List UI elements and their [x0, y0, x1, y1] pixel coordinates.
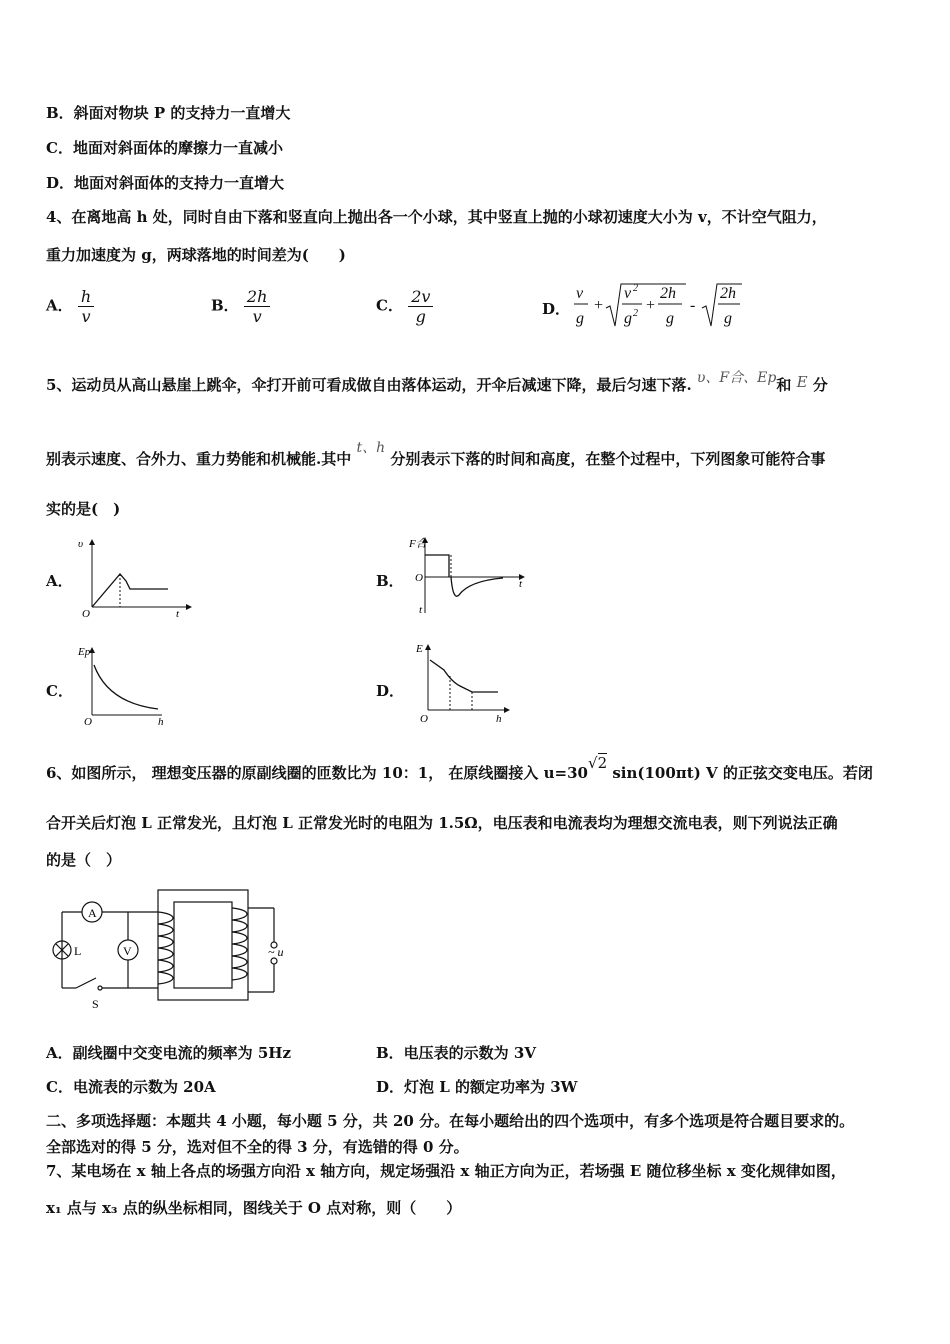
q5-symbols-2: t、h — [356, 440, 386, 456]
q5-graph-a — [76, 537, 196, 619]
svg-text:+: + — [594, 297, 604, 314]
q5-stem-line2a: 别表示速度、合外力、重力势能和机械能.其中 — [46, 450, 352, 468]
q4-a-numerator: h — [78, 287, 94, 307]
q4-option-b-formula — [244, 287, 270, 326]
svg-text:g: g — [724, 310, 732, 327]
ammeter-label: A — [88, 906, 97, 920]
svg-text:+: + — [646, 297, 656, 314]
graph-d-origin: O — [420, 713, 428, 725]
svg-text:g: g — [576, 310, 584, 327]
q5-stem-line2b: 分别表示下落的时间和高度，在整个过程中，下列图象可能符合事 — [390, 450, 826, 468]
q6-circuit-diagram — [46, 888, 306, 1018]
q5-symbol-e: E — [796, 373, 808, 391]
q6-option-c: C．电流表的示数为 20A — [46, 1078, 216, 1096]
graph-c-origin: O — [84, 716, 92, 728]
q4-option-c — [376, 287, 433, 326]
q6-stem-line1a: 6、如图所示， 理想变压器的原副线圈的匝数比为 10：1， 在原线圈接入 u=30 — [46, 764, 588, 782]
q4-option-d-label: D． — [542, 300, 571, 318]
section2-heading-line2: 全部选对的得 5 分，选对但不全的得 3 分，有选错的得 0 分。 — [46, 1138, 469, 1156]
q5-symbols-1: υ、F合、Ep — [696, 370, 777, 386]
q5-graph-d — [408, 640, 518, 728]
q6-stem-line1 — [46, 754, 873, 783]
switch-label: S — [92, 997, 99, 1011]
svg-text:g: g — [624, 310, 632, 327]
graph-b-origin: O — [415, 572, 423, 584]
q6-option-b: B．电压表的示数为 3V — [376, 1044, 536, 1062]
graph-d-y-label: E — [416, 643, 423, 655]
graph-b-y-label: F合 — [409, 538, 427, 550]
q5-stem-line2 — [46, 440, 826, 469]
q5-option-a: A． — [46, 572, 73, 590]
q5-option-b: B． — [376, 572, 404, 590]
q6-sqrt2-value: 2 — [597, 754, 608, 772]
graph-c-x-label: h — [158, 716, 164, 728]
q5-option-d: D． — [376, 682, 405, 700]
q5-stem-line3: 实的是( ) — [46, 500, 121, 518]
q7-stem-line1: 7、某电场在 x 轴上各点的场强方向沿 x 轴方向，规定场强沿 x 轴正方向为正，若场强 E 随位移坐标 x 变化规律如图， — [46, 1162, 846, 1180]
graph-b-t-label: t — [419, 604, 423, 616]
q6-option-a: A．副线圈中交变电流的频率为 5Hz — [46, 1044, 291, 1062]
q5-stem-line1-end: 分 — [812, 376, 828, 394]
q3-option-b: B．斜面对物块 P 的支持力一直增大 — [46, 104, 291, 122]
q4-c-denominator: g — [415, 307, 426, 326]
q4-a-denominator: v — [81, 307, 91, 326]
svg-text:-: - — [690, 297, 696, 314]
q4-option-c-label: C． — [376, 296, 403, 315]
q6-stem-line2: 合开关后灯泡 L 正常发光，且灯泡 L 正常发光时的电阻为 1.5Ω，电压表和电流表均为理想交流电表，则下列说法正确 — [46, 814, 838, 832]
q3-option-c: C．地面对斜面体的摩擦力一直减小 — [46, 139, 283, 157]
q4-c-numerator: 2v — [408, 287, 433, 307]
q5-stem-line1 — [46, 370, 828, 395]
q4-option-b-label: B． — [211, 296, 239, 315]
svg-text:2h: 2h — [660, 285, 676, 302]
svg-text:v: v — [576, 285, 584, 302]
q4-b-denominator: v — [252, 307, 262, 326]
q4-option-a-formula — [78, 287, 94, 326]
q4-option-d-formula — [570, 278, 750, 334]
svg-text:2: 2 — [633, 283, 638, 294]
q4-option-a-label: A． — [46, 296, 73, 315]
graph-d-x-label: h — [496, 713, 502, 725]
q6-stem-line3: 的是（ ） — [46, 851, 122, 869]
q6-option-d: D．灯泡 L 的额定功率为 3W — [376, 1078, 578, 1096]
q5-graph-c — [76, 643, 196, 729]
graph-b-x-label: t — [519, 578, 523, 590]
q4-option-c-formula — [408, 287, 433, 326]
q4-option-a — [46, 287, 94, 326]
q7-stem-line2: x₁ 点与 x₃ 点的纵坐标相同，图线关于 O 点对称，则（ ） — [46, 1199, 462, 1217]
svg-text:v: v — [624, 285, 632, 302]
q6-stem-line1b: sin(100πt) V 的正弦交变电压。若闭 — [612, 764, 873, 782]
q6-sqrt2: √2 — [588, 754, 608, 772]
q5-option-c: C． — [46, 682, 73, 700]
q3-option-d: D．地面对斜面体的支持力一直增大 — [46, 174, 285, 192]
graph-a-x-label: t — [176, 608, 180, 620]
source-label: ~ u — [268, 945, 284, 959]
lamp-label: L — [74, 944, 82, 958]
q4-b-numerator: 2h — [244, 287, 270, 307]
q4-option-b — [211, 287, 270, 326]
q5-and: 和 — [776, 376, 792, 394]
svg-text:g: g — [666, 310, 674, 327]
q4-stem-line2: 重力加速度为 g，两球落地的时间差为( ) — [46, 246, 346, 264]
graph-c-y-label: Ep — [78, 646, 91, 658]
voltmeter-label: V — [123, 944, 132, 958]
graph-a-origin: O — [82, 608, 90, 620]
svg-text:2: 2 — [633, 308, 638, 319]
section2-heading-line1: 二、多项选择题：本题共 4 小题，每小题 5 分，共 20 分。在每小题给出的四个选项中，有多个选项是符合题目要求的。 — [46, 1112, 855, 1130]
q4-stem-line1: 4、在离地高 h 处，同时自由下落和竖直向上抛出各一个小球，其中竖直上抛的小球初速度大小为 v，不计空气阻力， — [46, 208, 827, 226]
q5-graph-b — [403, 535, 533, 617]
q5-stem-line1-text: 5、运动员从高山悬崖上跳伞，伞打开前可看成做自由落体运动，开伞后减速下降，最后匀速下落. — [46, 376, 692, 394]
graph-a-y-label: υ — [78, 538, 84, 550]
svg-text:2h: 2h — [720, 285, 736, 302]
